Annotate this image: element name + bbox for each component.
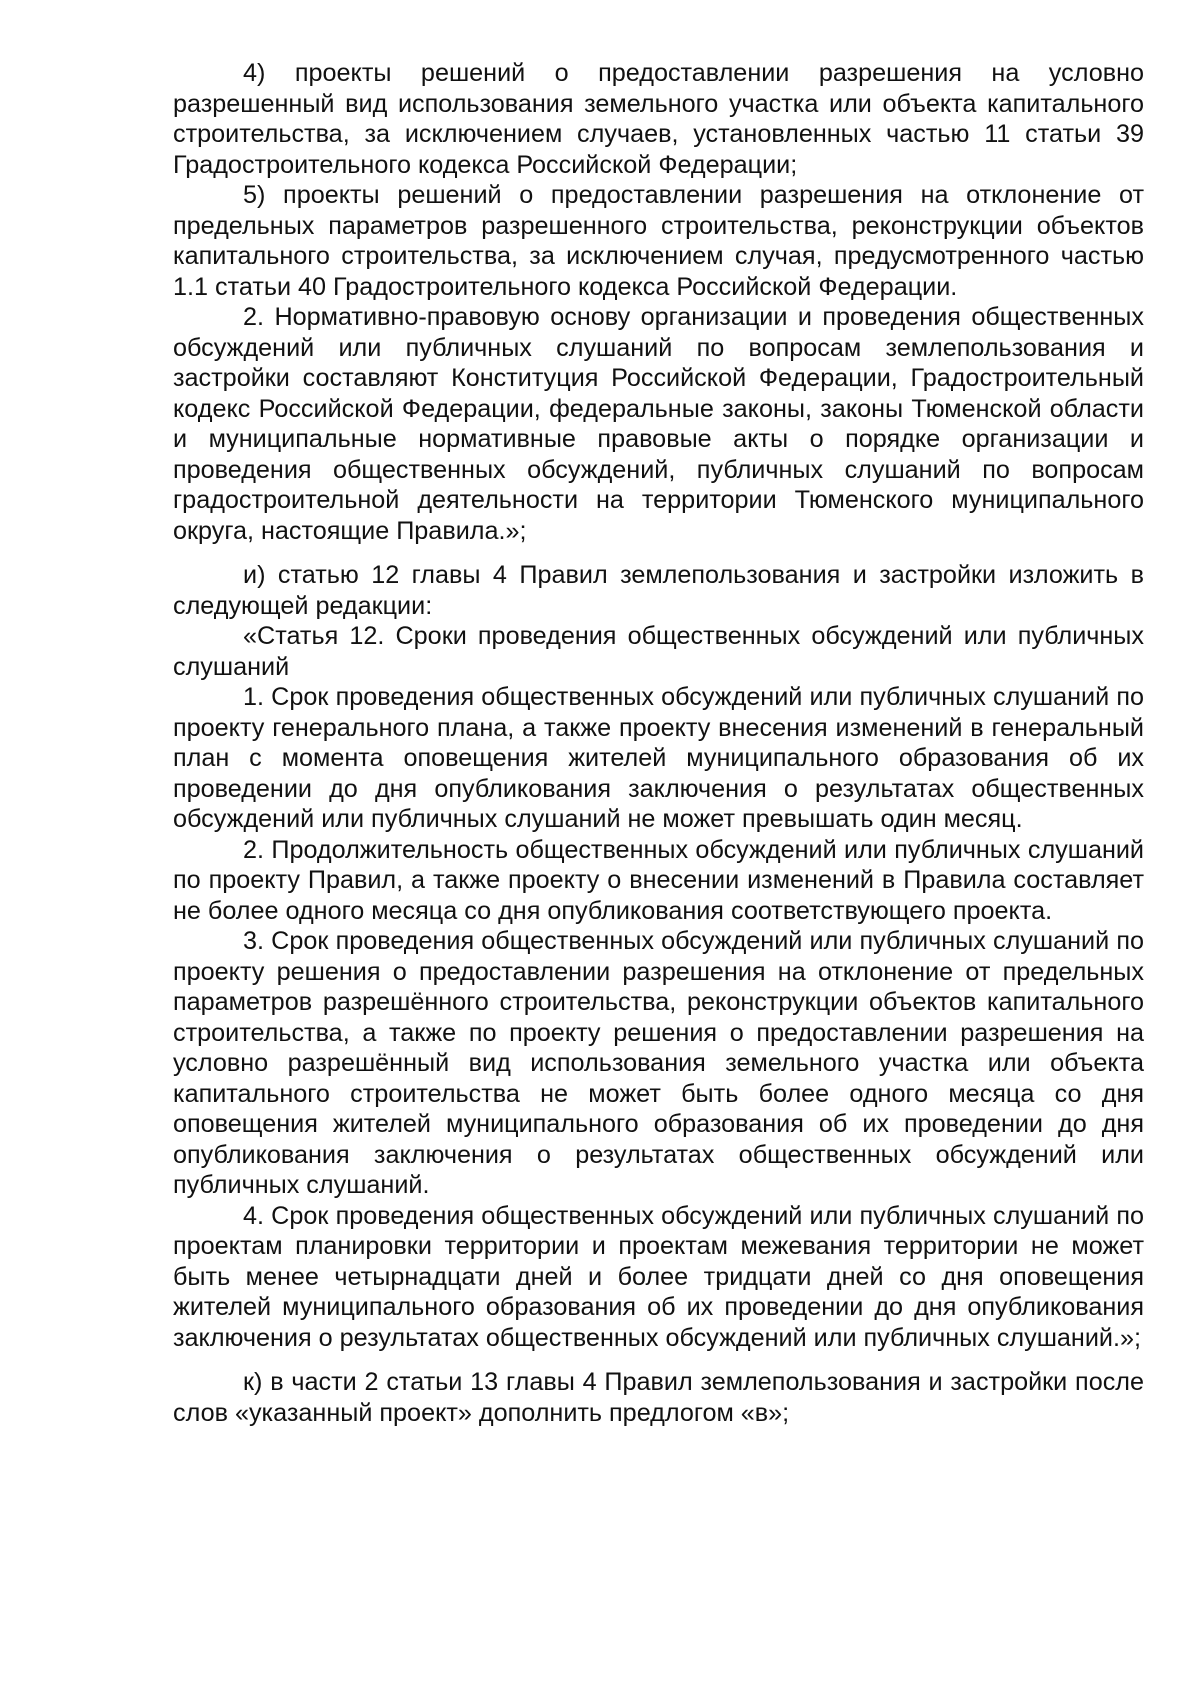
article-12-part-2: 2. Продолжительность общественных обсуждений или публичных слушаний по проекту Правил, а также проекту о внесении изменений в Правила составляет не более одного месяца со дня опубликования соответствующего проекта. bbox=[173, 835, 1144, 925]
article-12-part-4: 4. Срок проведения общественных обсуждений или публичных слушаний по проектам планировки территории и проектам межевания территории не может быть менее четырнадцати дней и более тридцати дней со дня оповещения жителей муниципального образования об их проведении до дня опубликования заключения о результатах общественных обсуждений или публичных слушаний.»; bbox=[173, 1201, 1144, 1352]
article-12-part-3: 3. Срок проведения общественных обсуждений или публичных слушаний по проекту решения о предоставлении разрешения на отклонение от предельных параметров разрешённого строительства, реконструкции объектов капитального строительства, а также по проекту решения о предоставлении разрешения на условно разрешённый вид использования земельного участка или объекта капитального строительства не может быть более одного месяца со дня оповещения жителей муниципального образования об их проведении до дня опубликования заключения о результатах общественных обсуждений или публичных слушаний. bbox=[173, 927, 1144, 1199]
paragraph-amendment-k: к) в части 2 статьи 13 главы 4 Правил землепользования и застройки после слов «указанный проект» дополнить предлогом «в»; bbox=[173, 1368, 1144, 1427]
document-page bbox=[173, 58, 1144, 1428]
paragraph-amendment-i: и) статью 12 главы 4 Правил землепользования и застройки изложить в следующей редакции: bbox=[173, 561, 1144, 620]
paragraph-item-5: 5) проекты решений о предоставлении разрешения на отклонение от предельных параметров разрешенного строительства, реконструкции объектов капитального строительства, за исключением случая, предусмотренного частью 1.1 статьи 40 Градостроительного кодекса Российской Федерации. bbox=[173, 181, 1144, 301]
article-12-heading: «Статья 12. Сроки проведения общественных обсуждений или публичных слушаний bbox=[173, 622, 1144, 681]
paragraph-part-2: 2. Нормативно-правовую основу организации и проведения общественных обсуждений или публичных слушаний по вопросам землепользования и застройки составляют Конституция Российской Федерации, Градостроительный кодекс Российской Федерации, федеральные законы, законы Тюменской области и муниципальные нормативные правовые акты о порядке организации и проведения общественных обсуждений, публичных слушаний по вопросам градостроительной деятельности на территории Тюменского муниципального округа, настоящие Правила.»; bbox=[173, 303, 1144, 545]
paragraph-item-4: 4) проекты решений о предоставлении разрешения на условно разрешенный вид использования земельного участка или объекта капитального строительства, за исключением случаев, установленных частью 11 статьи 39 Градостроительного кодекса Российской Федерации; bbox=[173, 59, 1144, 179]
article-12-part-1: 1. Срок проведения общественных обсуждений или публичных слушаний по проекту генерального плана, а также проекту внесения изменений в генеральный план с момента оповещения жителей муниципального образования об их проведении до дня опубликования заключения о результатах общественных обсуждений или публичных слушаний не может превышать один месяц. bbox=[173, 683, 1144, 833]
